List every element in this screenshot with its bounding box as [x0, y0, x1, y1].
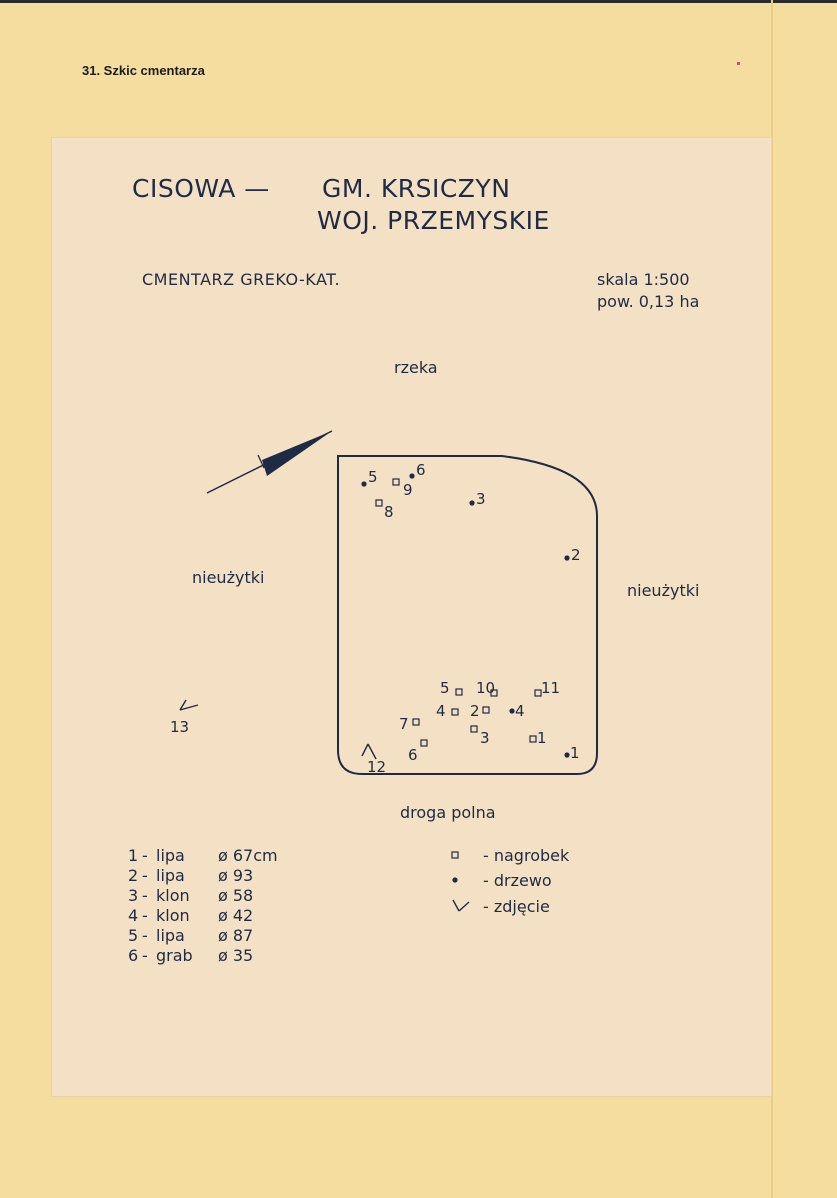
title-commune: GM. KRSICZYN — [322, 174, 511, 203]
tree-number: 3 — [476, 490, 486, 508]
tombstone-number: 6 — [408, 746, 418, 764]
tombstone-number: 7 — [399, 715, 409, 733]
tree-marker — [409, 461, 425, 479]
tree-marker — [564, 546, 580, 564]
tree-legend-row: 5 - lipa ø 87 — [128, 926, 254, 945]
tree-marker — [564, 744, 579, 762]
tombstone-marker — [408, 740, 427, 764]
tombstone-number: 9 — [403, 481, 413, 499]
symbol-legend-row: - nagrobek — [449, 846, 569, 871]
photo-point-number: 13 — [170, 718, 190, 736]
board-fold-line — [771, 0, 773, 1198]
photo-point-marker — [170, 700, 198, 736]
tombstone-marker — [530, 729, 547, 747]
tombstone-number: 10 — [476, 679, 496, 697]
symbol-legend — [449, 846, 569, 921]
tree-legend-row: 3 - klon ø 58 — [128, 886, 254, 905]
title-voivodeship: WOJ. PRZEMYSKIE — [317, 206, 550, 235]
tree-number: 6 — [416, 461, 426, 479]
tree-marker — [509, 702, 524, 720]
tree-marker — [361, 468, 377, 487]
tree-legend — [128, 846, 278, 966]
area-label: pow. 0,13 ha — [597, 292, 700, 311]
tree-marker — [469, 490, 485, 508]
tombstone-number: 5 — [440, 679, 450, 697]
west-side-label: nieużytki — [192, 568, 265, 587]
page-caption: 31. Szkic cmentarza — [82, 63, 205, 78]
tombstone-marker — [471, 726, 490, 747]
tree-legend-row: 2 - lipa ø 93 — [128, 866, 254, 885]
tree-number: 5 — [368, 468, 378, 486]
tombstone-number: 2 — [470, 702, 480, 720]
tree-number: 2 — [571, 546, 581, 564]
square-icon — [449, 846, 483, 865]
tree-legend-row: 4 - klon ø 42 — [128, 906, 254, 925]
north-side-label: rzeka — [394, 358, 438, 377]
tree-number: 1 — [570, 744, 580, 762]
tombstone-marker — [393, 479, 413, 499]
north-arrow-icon — [207, 431, 332, 493]
symbol-legend-row: - drzewo — [449, 871, 569, 896]
cemetery-boundary — [338, 456, 597, 774]
tombstone-number: 4 — [436, 702, 446, 720]
symbol-legend-row: - zdjęcie — [449, 896, 569, 921]
title-village: CISOWA — — [132, 174, 270, 203]
photo-point-marker — [362, 744, 386, 776]
south-side-label: droga polna — [400, 803, 496, 822]
tombstone-marker — [376, 500, 394, 521]
photo-point-number: 12 — [367, 758, 387, 776]
dot-icon — [449, 871, 483, 890]
tombstone-number: 11 — [541, 679, 561, 697]
tombstone-marker — [399, 715, 419, 733]
east-side-label: nieużytki — [627, 581, 700, 600]
tombstone-number: 3 — [480, 729, 490, 747]
tombstone-marker — [470, 702, 489, 720]
tombstone-marker — [436, 702, 458, 720]
tree-number: 4 — [515, 702, 525, 720]
tombstone-number: 1 — [537, 729, 547, 747]
tombstone-marker — [440, 679, 462, 697]
tombstone-marker — [476, 679, 497, 697]
stain-mark — [737, 62, 740, 65]
tree-legend-row: 1 - lipa ø 67cm — [128, 846, 278, 865]
tombstone-number: 8 — [384, 503, 394, 521]
cemetery-type: CMENTARZ GREKO-KAT. — [142, 270, 341, 289]
tombstone-marker — [535, 679, 560, 697]
photo-arrow-icon — [449, 896, 483, 916]
tree-legend-row: 6 - grab ø 35 — [128, 946, 254, 965]
cemetery-sketch-sheet — [52, 138, 771, 1096]
scale-label: skala 1:500 — [597, 270, 690, 289]
